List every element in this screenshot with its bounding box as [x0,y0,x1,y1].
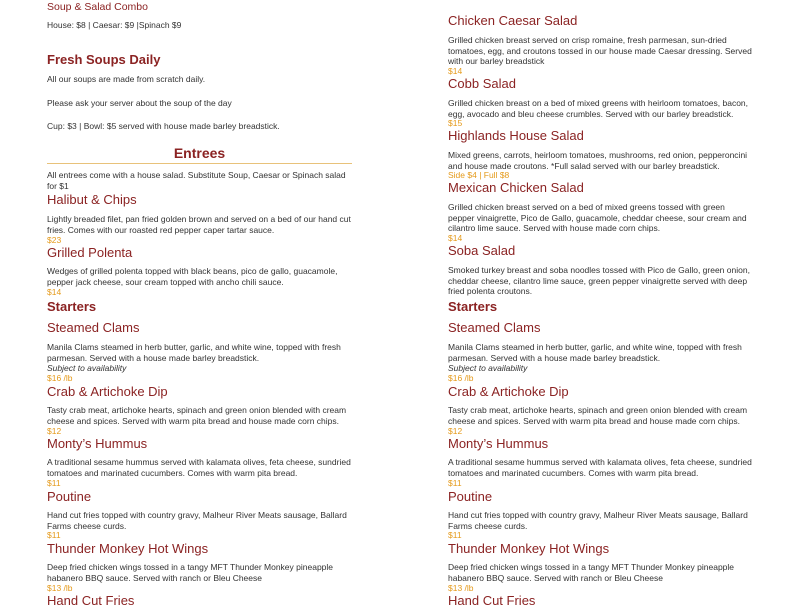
menu-item-title: Monty’s Hummus [448,436,549,451]
entrees-divider [47,163,352,164]
soups-heading: Fresh Soups Daily [47,52,161,67]
menu-item-note: Subject to availability [448,363,528,373]
menu-item-price: $16 /lb [47,373,73,383]
menu-item-desc: Hand cut fries topped with country gravy, Malheur River Meats sausage, Ballard Farms cheese curds. [47,510,347,531]
menu-item-desc: Manila Clams steamed in herb butter, garlic, and white wine, topped with fresh parmesan. Served with a house made barley breadstick. [47,342,341,363]
menu-item-price: $11 [448,530,462,540]
menu-item-price: $14 [448,66,463,76]
starters-heading: Starters [448,299,498,314]
menu-item-desc: Deep fried chicken wings tossed in a tangy MFT Thunder Monkey pineapple habanero BBQ sauce. Served with ranch or Bleu Cheese [47,562,334,583]
combo-title: Soup & Salad Combo [47,1,148,13]
menu-item-title: Hand Cut Fries [448,593,536,608]
menu-item-price: $11 [448,478,462,488]
menu-item-price: $13 /lb [448,583,474,593]
menu-item-title: Poutine [448,489,493,504]
menu-item-title: Chicken Caesar Salad [448,13,578,28]
menu-item-price: $14 [47,287,62,297]
menu-item-title: Steamed Clams [47,320,140,335]
menu-item-price: $23 [47,235,62,245]
menu-item-price: $12 [448,426,463,436]
menu-item-price: $15 [448,118,463,128]
entrees-heading: Entrees [173,145,226,161]
menu-item-title: Grilled Polenta [47,245,133,260]
entrees-note: All entrees come with a house salad. Substitute Soup, Caesar or Spinach salad for $1 [47,170,346,191]
combo-prices: House: $8 | Caesar: $9 |Spinach $9 [47,20,182,30]
menu-item-title: Monty’s Hummus [47,436,148,451]
menu-item-price: $11 [47,478,61,488]
menu-item-price: $13 /lb [47,583,73,593]
menu-item-desc: Grilled chicken breast served on a bed of mixed greens tossed with green pepper vinaigrette, Pico de Gallo, guacamole, cheddar cheese, sour cream and cilantro lime sauce. Served with house made corn chips. [448,202,747,233]
menu-item-title: Crab & Artichoke Dip [47,384,168,399]
menu-item-desc: Manila Clams steamed in herb butter, garlic, and white wine, topped with fresh parmesan. Served with a house made barley breadstick. [448,342,742,363]
menu-item-desc: Tasty crab meat, artichoke hearts, spinach and green onion blended with cream cheese and spices. Served with warm pita bread and house made corn chips. [47,405,347,426]
menu-item-title: Crab & Artichoke Dip [448,384,569,399]
menu-item-desc: Tasty crab meat, artichoke hearts, spinach and green onion blended with cream cheese and spices. Served with warm pita bread and house made corn chips. [448,405,748,426]
menu-item-title: Halibut & Chips [47,192,137,207]
menu-item-title: Soba Salad [448,243,516,258]
menu-item-desc: Wedges of grilled polenta topped with black beans, pico de gallo, guacamole, pepper jack cheese, sour cream topped with ancho chili sauce. [47,266,338,287]
menu-item-title: Thunder Monkey Hot Wings [47,541,209,556]
menu-item-desc: A traditional sesame hummus served with kalamata olives, feta cheese, sundried tomatoes and marinated cucumbers. Comes with warm pita bread. [47,457,351,478]
menu-item-price: Side $4 | Full $8 [448,170,510,180]
menu-item-desc: Deep fried chicken wings tossed in a tangy MFT Thunder Monkey pineapple habanero BBQ sauce. Served with ranch or Bleu Cheese [448,562,735,583]
menu-item-desc: Lightly breaded filet, pan fried golden brown and served on a bed of our hand cut fries. Comes with our roasted red pepper caper tartar sauce. [47,214,351,235]
menu-item-title: Poutine [47,489,92,504]
menu-item-title: Hand Cut Fries [47,593,135,608]
menu-item-desc: Mixed greens, carrots, heirloom tomatoes, mushrooms, red onion, pepperoncini and house made croutons. *Full salad served with our barley breadstick. [448,150,748,171]
soups-line-3: Cup: $3 | Bowl: $5 served with house made barley breadstick. [47,121,280,131]
menu-item-desc: Hand cut fries topped with country gravy, Malheur River Meats sausage, Ballard Farms cheese curds. [448,510,748,531]
menu-item-desc: Grilled chicken breast served on crisp romaine, fresh parmesan, sun-dried tomatoes, egg, and croutons tossed in our house made Caesar dressing. Served with our barley breadstick [448,35,752,66]
menu-item-desc: Smoked turkey breast and soba noodles tossed with Pico de Gallo, green onion, cheddar cheese, cilantro lime sauce, green pepper vinaigrette served with deep fried polenta croutons. [448,265,750,296]
menu-item-desc: A traditional sesame hummus served with kalamata olives, feta cheese, sundried tomatoes and marinated cucumbers. Comes with warm pita bread. [448,457,752,478]
menu-item-price: $14 [448,233,463,243]
menu-item-price: $12 [47,426,62,436]
soups-line-1: All our soups are made from scratch daily. [47,74,206,84]
menu-item-note: Subject to availability [47,363,127,373]
starters-heading: Starters [47,299,97,314]
menu-item-desc: Grilled chicken breast on a bed of mixed greens with heirloom tomatoes, bacon, egg, avocado and bleu cheese crumbles. Served with our barley breadstick. [448,98,749,119]
menu-item-title: Highlands House Salad [448,128,584,143]
menu-item-title: Steamed Clams [448,320,541,335]
menu-item-title: Thunder Monkey Hot Wings [448,541,610,556]
menu-item-title: Cobb Salad [448,76,516,91]
soups-line-2: Please ask your server about the soup of the day [47,98,232,108]
menu-item-price: $11 [47,530,61,540]
menu-item-title: Mexican Chicken Salad [448,180,584,195]
menu-item-price: $16 /lb [448,373,474,383]
